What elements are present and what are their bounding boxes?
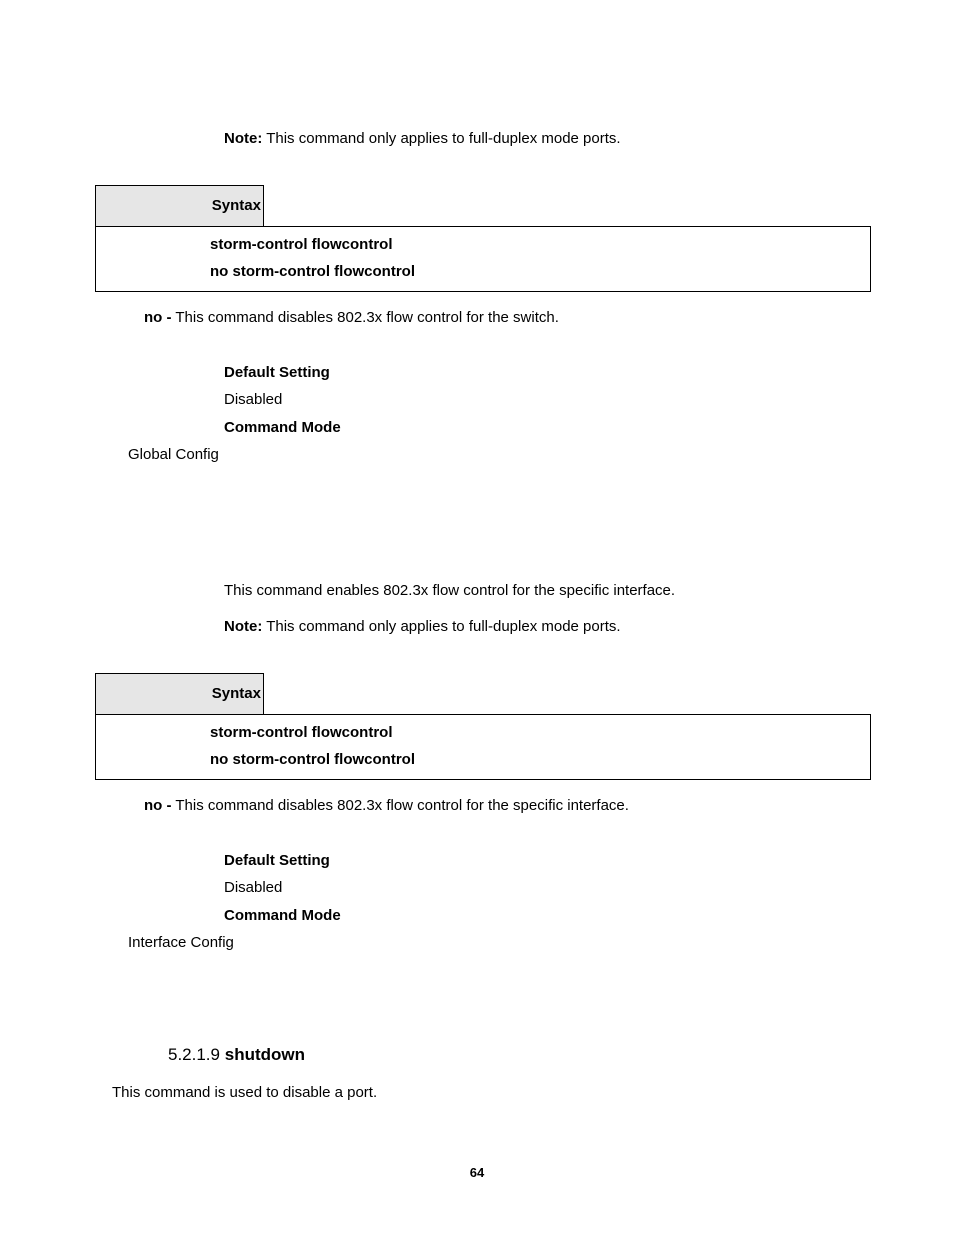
command-mode-value-1: Global Config	[128, 446, 219, 463]
section-heading	[168, 1045, 305, 1065]
section-title: shutdown	[224, 1045, 305, 1064]
default-setting-label-1: Default Setting	[224, 364, 330, 381]
syntax-header-2	[95, 673, 264, 714]
command-mode-label-2: Command Mode	[224, 907, 341, 924]
default-setting-label-2: Default Setting	[224, 852, 330, 869]
no-description-1	[144, 309, 559, 327]
syntax-box-2	[95, 714, 871, 780]
note-label: Note:	[224, 130, 263, 147]
default-setting-value-1: Disabled	[224, 391, 283, 408]
no-description-2	[144, 797, 629, 815]
note-text: This command only applies to full-duplex mode ports.	[262, 130, 621, 147]
note-1	[224, 130, 621, 148]
no-label: no -	[144, 797, 172, 814]
syntax-line: storm-control flowcontrol	[210, 724, 393, 741]
no-label: no -	[144, 309, 172, 326]
page-number: 64	[469, 1165, 485, 1180]
note-2	[224, 618, 621, 636]
default-setting-value-2: Disabled	[224, 879, 283, 896]
syntax-header-1	[95, 185, 264, 226]
no-text: This command disables 802.3x flow control for the switch.	[171, 309, 559, 326]
note-label: Note:	[224, 618, 263, 635]
section-number: 5.2.1.9	[168, 1045, 220, 1064]
syntax-header-label: Syntax	[211, 197, 261, 214]
no-text: This command disables 802.3x flow control for the specific interface.	[171, 797, 629, 814]
syntax-box-1	[95, 226, 871, 292]
syntax-line: no storm-control flowcontrol	[210, 263, 415, 280]
note-text: This command only applies to full-duplex mode ports.	[262, 618, 621, 635]
syntax-line: no storm-control flowcontrol	[210, 751, 415, 768]
description-2: This command enables 802.3x flow control for the specific interface.	[224, 582, 676, 599]
command-mode-value-2: Interface Config	[128, 934, 234, 951]
section-description: This command is used to disable a port.	[112, 1084, 378, 1101]
syntax-header-label: Syntax	[211, 685, 261, 702]
syntax-line: storm-control flowcontrol	[210, 236, 393, 253]
command-mode-label-1: Command Mode	[224, 419, 341, 436]
